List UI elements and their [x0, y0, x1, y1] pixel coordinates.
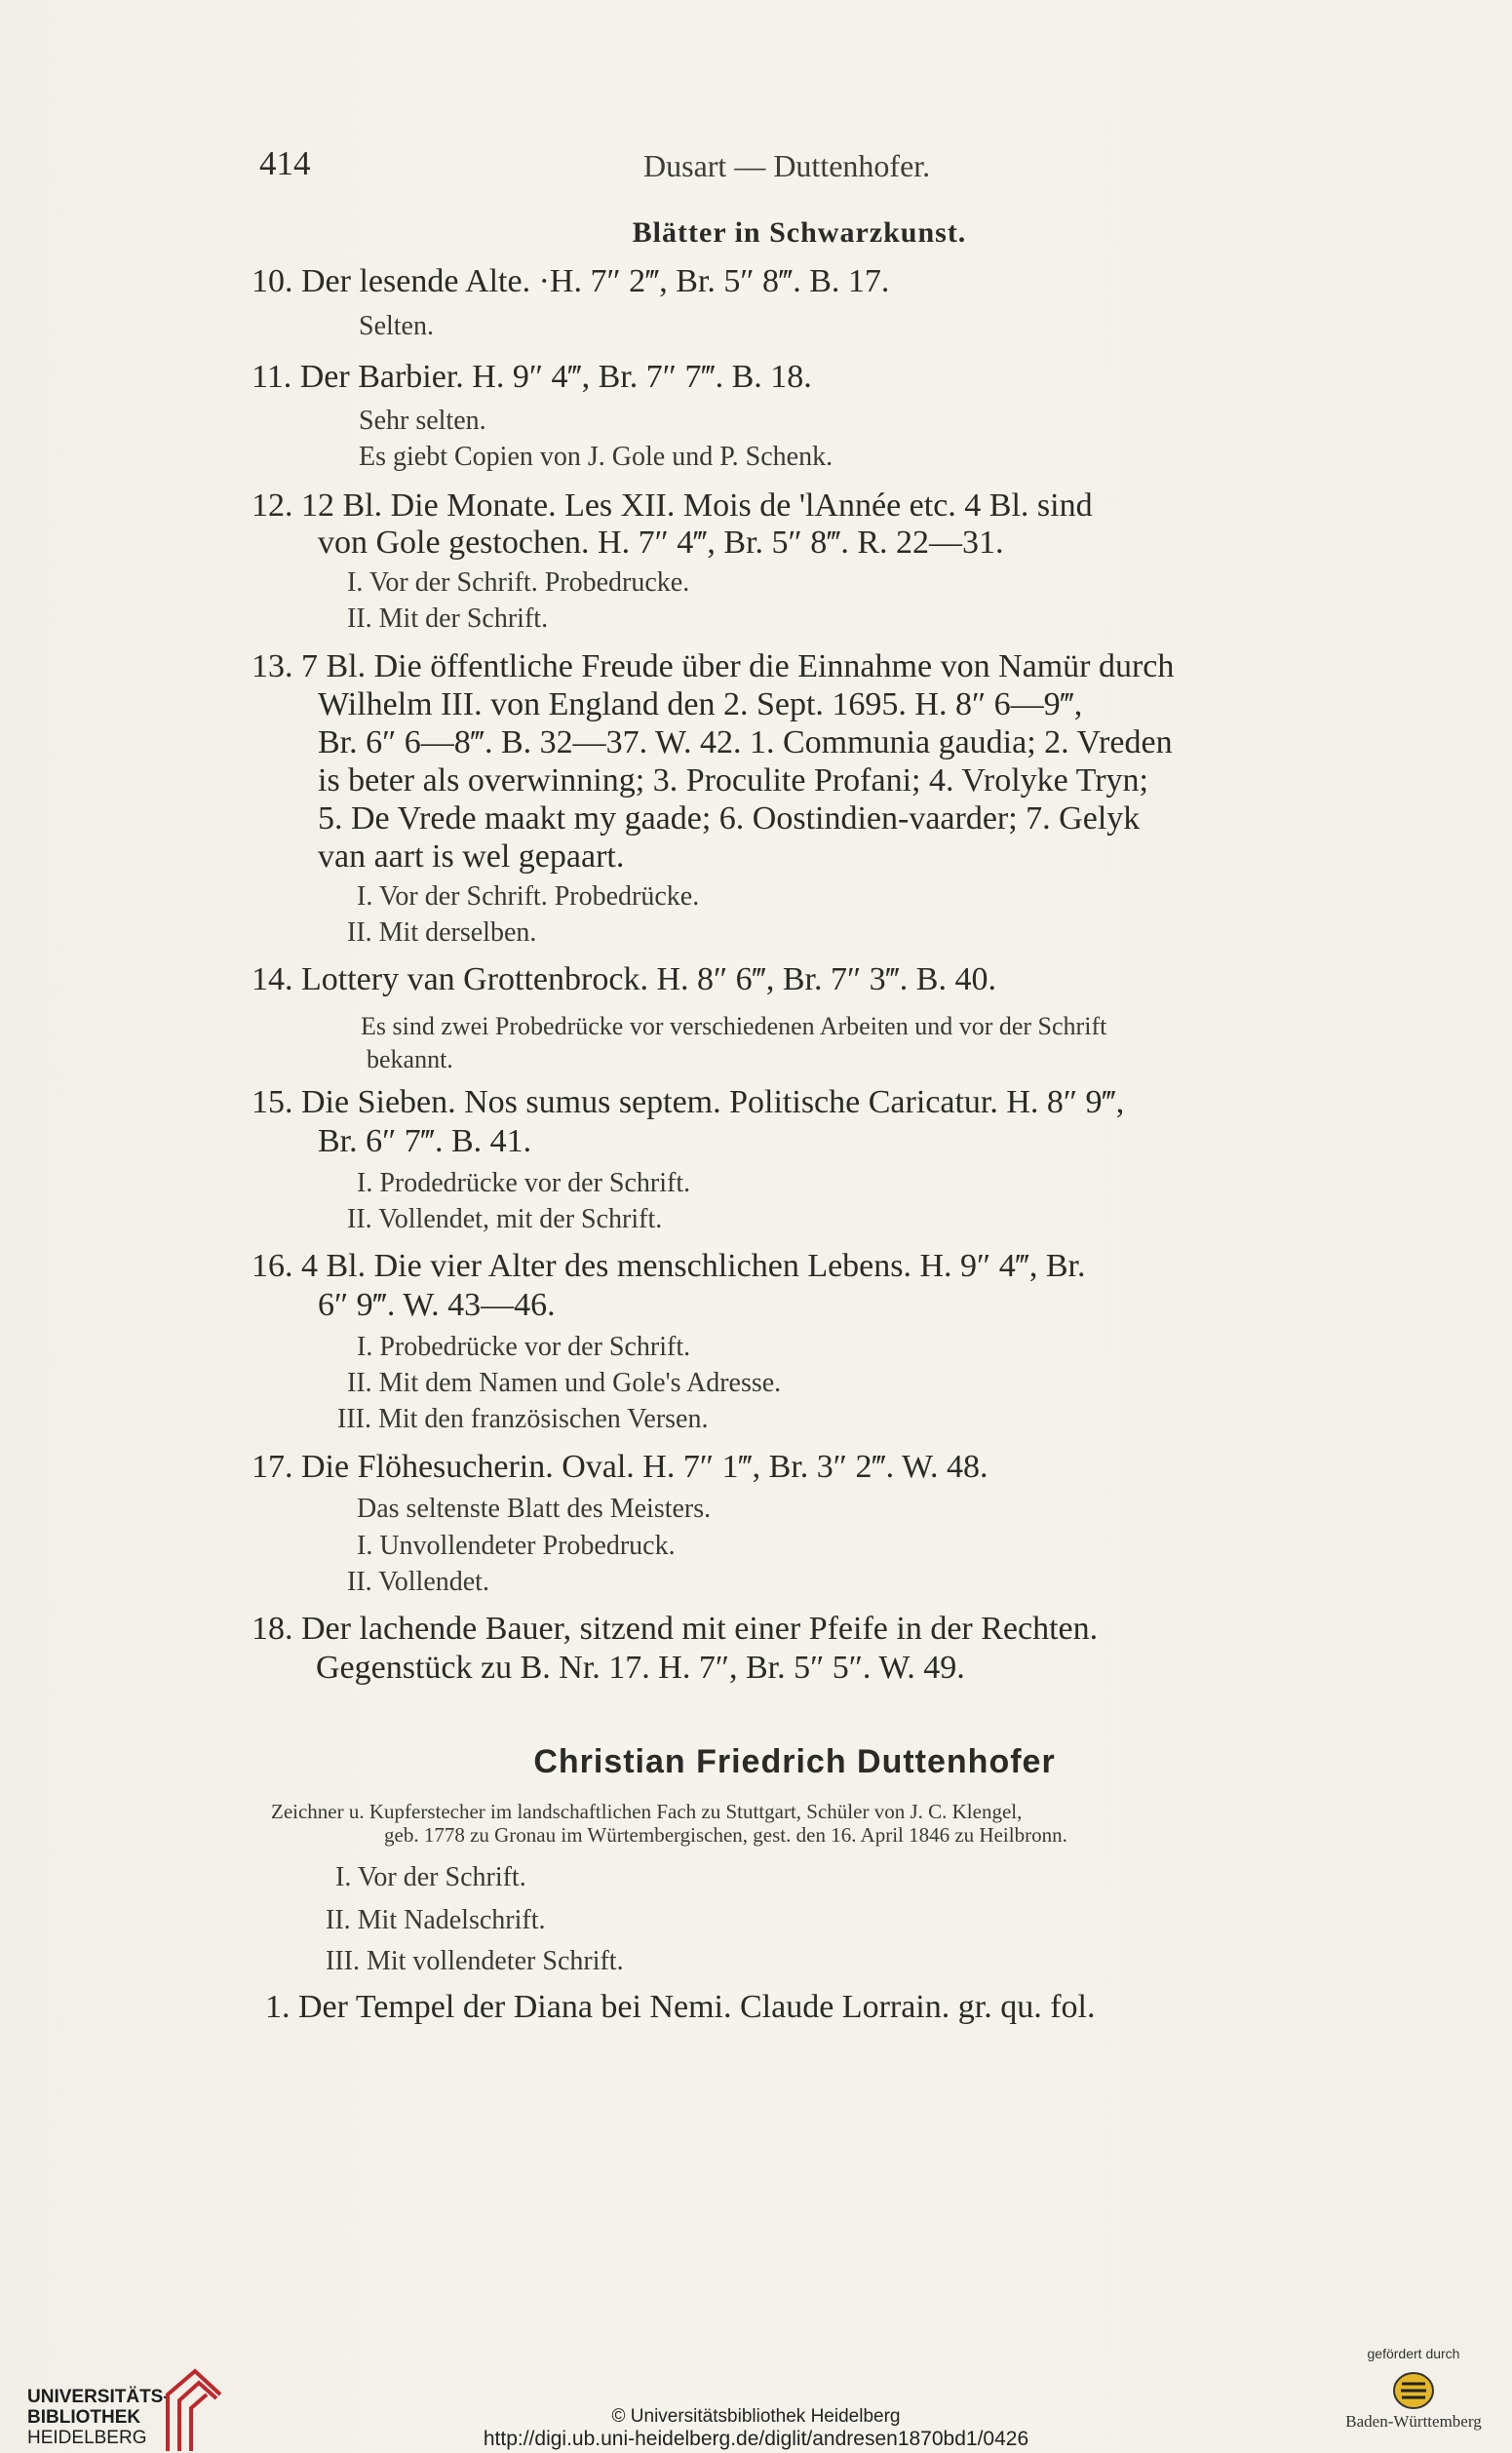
entry-11-note: Sehr selten. — [359, 406, 486, 436]
entry-17-line: 17. Die Flöhesucherin. Oval. H. 7″ 1‴, Br. 3″ 2‴. W. 48. — [252, 1449, 989, 1485]
entry-16-state: III. Mit den französischen Versen. — [337, 1404, 709, 1434]
artist-state: II. Mit Nadelschrift. — [326, 1905, 546, 1935]
library-name-line: BIBLIOTHEK — [27, 2407, 141, 2428]
artist-bio: geb. 1778 zu Gronau im Würtembergischen, gest. den 16. April 1846 zu Heilbronn. — [384, 1823, 1067, 1847]
entry-11-note: Es giebt Copien von J. Gole und P. Schenk. — [359, 442, 834, 472]
entry-15-line: 15. Die Sieben. Nos sumus septem. Politische Caricatur. H. 8″ 9‴, — [252, 1084, 1125, 1120]
section-title: Blätter in Schwarzkunst. — [632, 216, 967, 249]
entry-10-line: 10. Der lesende Alte. ·H. 7″ 2‴, Br. 5″ 8‴. B. 17. — [252, 263, 890, 299]
copyright-notice: © Universitätsbibliothek Heidelberg — [611, 2406, 901, 2427]
entry-13-line: 5. De Vrede maakt my gaade; 6. Oostindien-vaarder; 7. Gelyk — [318, 800, 1141, 837]
artist-state: III. Mit vollendeter Schrift. — [326, 1946, 624, 1976]
page-header — [0, 144, 1512, 193]
running-title: Dusart — Duttenhofer. — [643, 148, 931, 183]
entry-12-line: von Gole gestochen. H. 7″ 4‴, Br. 5″ 8‴. R. 22—31. — [318, 525, 1004, 561]
entry-13-line: Br. 6″ 6—8‴. B. 32—37. W. 42. 1. Communia gaudia; 2. Vreden — [318, 724, 1173, 760]
entry-16-line: 16. 4 Bl. Die vier Alter des menschlichen Lebens. H. 9″ 4‴, Br. — [252, 1248, 1086, 1284]
entry-17-note: Das seltenste Blatt des Meisters. — [357, 1494, 712, 1524]
entry-17-state: II. Vollendet. — [347, 1567, 489, 1597]
entry-18-line: 18. Der lachende Bauer, sitzend mit einer Pfeife in der Rechten. — [252, 1611, 1099, 1647]
entry-16-state: II. Mit dem Namen und Gole's Adresse. — [347, 1368, 782, 1398]
entry-12-state: I. Vor der Schrift. Probedrucke. — [347, 567, 690, 598]
entry-15-state: I. Prodedrücke vor der Schrift. — [357, 1168, 691, 1198]
state-crest-icon — [1392, 2369, 1435, 2412]
entry-13-line: Wilhelm III. von England den 2. Sept. 1695. H. 8″ 6—9‴, — [318, 686, 1083, 722]
state-name: Baden-Württemberg — [1345, 2412, 1482, 2431]
entry-15-line: Br. 6″ 7‴. B. 41. — [318, 1123, 532, 1159]
entry-10-note: Selten. — [359, 311, 434, 341]
library-name-line: HEIDELBERG — [27, 2428, 147, 2448]
artist-heading: Christian Friedrich Duttenhofer — [533, 1743, 1056, 1780]
entry-13-line: 13. 7 Bl. Die öffentliche Freude über die Einnahme von Namür durch — [252, 648, 1175, 684]
entry-12-state: II. Mit der Schrift. — [347, 604, 549, 634]
entry-13-line: van aart is wel gepaart. — [318, 838, 625, 875]
entry-18-line: Gegenstück zu B. Nr. 17. H. 7″, Br. 5″ 5″. W. 49. — [316, 1650, 965, 1686]
entry-12-line: 12. 12 Bl. Die Monate. Les XII. Mois de 'lAnnée etc. 4 Bl. sind — [252, 487, 1093, 524]
funded-by-label: gefördert durch — [1367, 2346, 1460, 2361]
entry-13-state: II. Mit derselben. — [347, 917, 537, 948]
entry-14-line: 14. Lottery van Grottenbrock. H. 8″ 6‴, Br. 7″ 3‴. B. 40. — [252, 961, 996, 997]
entry-17-state: I. Unvollendeter Probedruck. — [357, 1531, 676, 1561]
entry-14-note: bekannt. — [367, 1045, 453, 1073]
artist-entry-1: 1. Der Tempel der Diana bei Nemi. Claude Lorrain. gr. qu. fol. — [265, 1989, 1096, 2025]
entry-15-state: II. Vollendet, mit der Schrift. — [347, 1204, 663, 1234]
entry-13-line: is beter als overwinning; 3. Proculite Profani; 4. Vrolyke Tryn; — [318, 762, 1148, 798]
library-name-line: UNIVERSITÄTS- — [27, 2387, 170, 2407]
page-number: 414 — [259, 144, 311, 182]
entry-13-state: I. Vor der Schrift. Probedrücke. — [357, 881, 700, 912]
artist-bio: Zeichner u. Kupferstecher im landschaftlichen Fach zu Stuttgart, Schüler von J. C. Klengel, — [271, 1800, 1023, 1823]
entry-14-note: Es sind zwei Probedrücke vor verschiedenen Arbeiten und vor der Schrift — [361, 1012, 1107, 1040]
entry-11-line: 11. Der Barbier. H. 9″ 4‴, Br. 7″ 7‴. B. 18. — [252, 359, 812, 395]
permalink[interactable]: http://digi.ub.uni-heidelberg.de/diglit/andresen1870bd1/0426 — [483, 2428, 1029, 2450]
artist-state: I. Vor der Schrift. — [335, 1862, 526, 1892]
entry-16-line: 6″ 9‴. W. 43—46. — [318, 1287, 556, 1323]
digitization-footer — [0, 2340, 1512, 2453]
entry-16-state: I. Probedrücke vor der Schrift. — [357, 1332, 691, 1362]
